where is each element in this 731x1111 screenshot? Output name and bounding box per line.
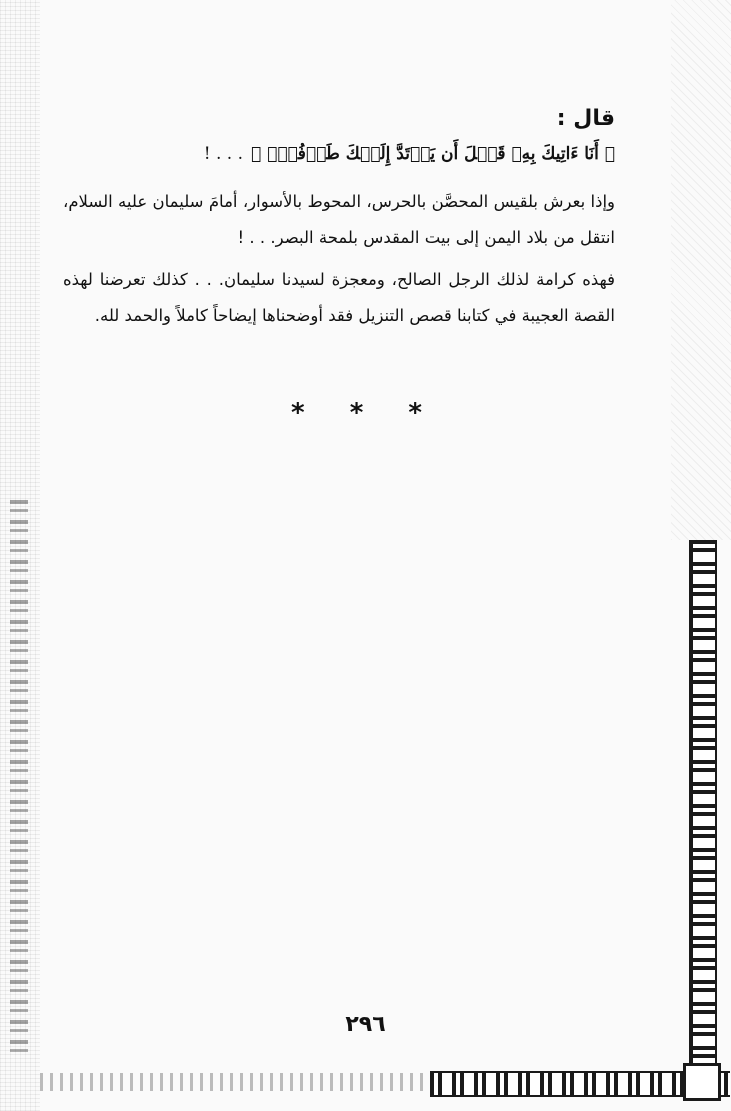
verse-ellipsis: . . . !	[203, 144, 244, 164]
border-inner-rule	[689, 540, 691, 1070]
scan-edge-texture-top	[671, 0, 731, 540]
ornamental-border-bottom-faded	[40, 1073, 440, 1091]
paragraph-1: وإذا بعرش بلقيس المحصَّن بالحرس، المحوط بالأسوار، أمامَ سليمان عليه السلام، انتقل من بلاد اليمن إلى بيت المقدس بلمحة البصر. . . !	[63, 192, 615, 247]
quran-verse	[204, 144, 615, 164]
paragraph-2: فهذه كرامة لذلك الرجل الصالح، ومعجزة لسيدنا سليمان. . . كذلك تعرضنا لهذه القصة العجيبة في كتابنا قصص التنزيل فقد أوضحناها إيضاحاً كاملاً والحمد لله.	[63, 270, 615, 325]
page-number: ٢٩٦	[345, 1012, 386, 1037]
ornamental-border-left	[10, 500, 28, 1060]
section-separator: * * *	[291, 398, 440, 428]
verse-text: ﴿ أَنَا ءَاتِيكَ بِهِۦ قَبۡلَ أَن يَرۡتَدَّ إِلَيۡكَ طَرۡفُكَۚ ﴾	[251, 144, 615, 164]
section-heading: قال :	[556, 106, 615, 131]
border-corner-ornament	[683, 1063, 721, 1101]
